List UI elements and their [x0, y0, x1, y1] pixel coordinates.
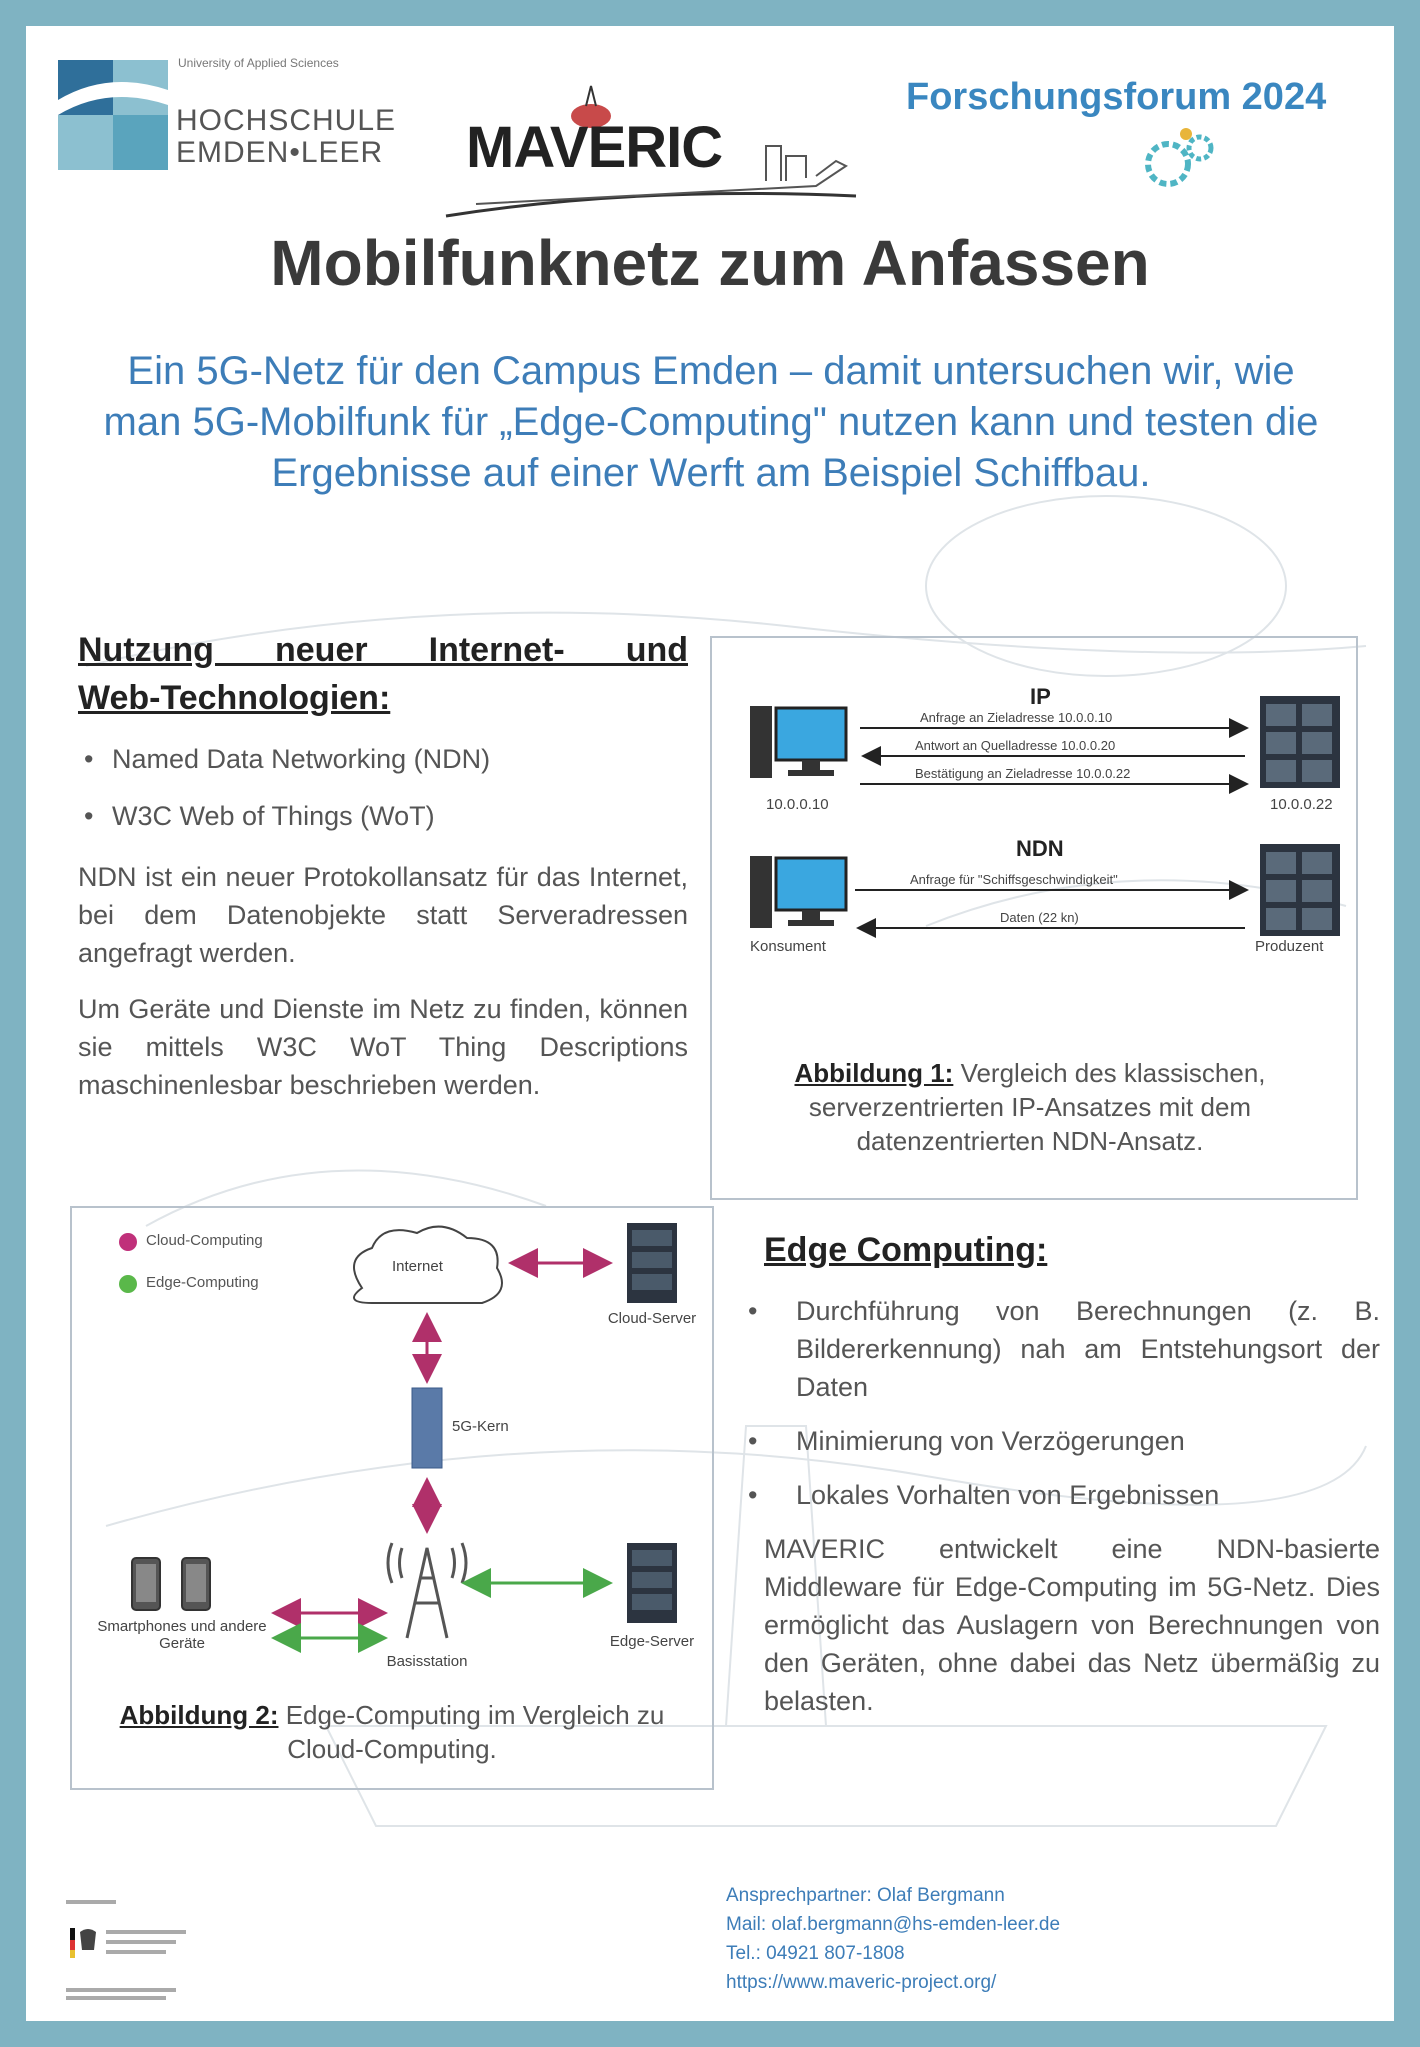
university-logo	[58, 54, 397, 174]
ndn-heading-line2: Web-Technologien:	[78, 679, 391, 717]
university-name-line2: EMDEN•LEER	[176, 136, 384, 169]
page-subtitle: Ein 5G-Netz für den Campus Emden – damit untersuchen wir, wie man 5G-Mobilfunk für „Edge-Computing" nutzen kann und testen die Ergebnisse auf einer Werft am Beispiel Schiffbau.	[103, 349, 1319, 495]
list-item: • Named Data Networking (NDN)	[78, 744, 688, 775]
contact-mail-link[interactable]: Mail: olaf.bergmann@hs-emden-leer.de	[726, 1914, 1061, 1935]
figure-2-caption-label: Abbildung 2:	[119, 1700, 279, 1730]
university-logo-icon	[58, 60, 168, 170]
legend-edge-label: Edge-Computing	[146, 1274, 259, 1291]
university-subtitle: University of Applied Sciences	[178, 56, 339, 70]
smartphone-icon	[132, 1558, 210, 1610]
legend-cloud-dot	[119, 1233, 137, 1251]
cloud-server-label: Cloud-Server	[607, 1310, 697, 1327]
figure-1-caption	[730, 1056, 1330, 1158]
edge-paragraph: MAVERIC entwickelt eine NDN-basierte Middleware für Edge-Computing im 5G-Netz. Dies ermöglicht das Auslagern von Berechnungen von den Geräten, ohne dabei das Netz übermäßig zu belasten.	[764, 1534, 1380, 1716]
ip-label: IP	[1030, 684, 1051, 709]
contact-block	[726, 1881, 1346, 1997]
core-network-icon	[412, 1388, 442, 1468]
edge-heading: Edge Computing:	[764, 1231, 1048, 1269]
figure-2-caption	[102, 1698, 682, 1766]
antenna-tower-icon	[388, 1543, 466, 1638]
university-name-line1: HOCHSCHULE	[176, 104, 397, 137]
edge-computing-section	[740, 1226, 1380, 1720]
computer-icon	[750, 706, 846, 778]
ndn-section	[78, 626, 688, 1122]
cloud-server-icon	[627, 1223, 677, 1303]
ndn-arrow-label-2: Daten (22 kn)	[1000, 910, 1079, 925]
ip-arrow-label-2: Antwort an Quelladresse 10.0.0.20	[915, 738, 1116, 753]
ip-arrow-label-3: Bestätigung an Zieladresse 10.0.0.22	[915, 766, 1131, 781]
figure-1-caption-label: Abbildung 1:	[794, 1058, 954, 1088]
ndn-label: NDN	[1016, 836, 1064, 861]
list-item: • Durchführung von Berechnungen (z. B. Bildererkennung) nah am Entstehungsort der Daten	[740, 1292, 1380, 1406]
maveric-logo	[436, 66, 876, 236]
internet-label: Internet	[392, 1258, 443, 1275]
edge-server-icon	[627, 1543, 677, 1623]
ndn-client-label: Konsument	[750, 938, 826, 955]
server-icon	[1260, 844, 1340, 936]
maveric-logo-text: MAVERIC	[466, 115, 723, 180]
ndn-bullet-list	[78, 744, 688, 832]
ip-arrow-label-1: Anfrage an Zieladresse 10.0.0.10	[920, 710, 1113, 725]
figure-2	[70, 1206, 714, 1790]
edge-server-label: Edge-Server	[609, 1633, 695, 1650]
list-item: • Lokales Vorhalten von Ergebnissen	[740, 1476, 1380, 1514]
contact-person: Ansprechpartner: Olaf Bergmann	[726, 1885, 1005, 1906]
funding-logo	[66, 1896, 206, 2006]
figure-1-caption-text: Vergleich des klassischen, serverzentrierten IP-Ansatzes mit dem datenzentrierten NDN-Ansatz.	[808, 1058, 1266, 1156]
legend-cloud-label: Cloud-Computing	[146, 1232, 263, 1249]
legend-edge-dot	[119, 1275, 137, 1293]
federal-eagle-icon	[66, 1896, 206, 2006]
list-item: • Minimierung von Verzögerungen	[740, 1422, 1380, 1460]
poster	[26, 26, 1394, 2021]
list-item: • W3C Web of Things (WoT)	[78, 801, 688, 832]
basestation-label: Basisstation	[386, 1653, 468, 1670]
ndn-paragraph-2: Um Geräte und Dienste im Netz zu finden, können sie mittels W3C WoT Thing Descriptions maschinenlesbar beschrieben werden.	[78, 994, 688, 1100]
page-title: Mobilfunknetz zum Anfassen	[270, 227, 1150, 299]
computer-icon	[750, 856, 846, 928]
server-icon	[1260, 696, 1340, 788]
devices-label: Smartphones und andere Geräte	[97, 1618, 267, 1652]
gear-icon	[1136, 126, 1226, 206]
ndn-paragraph-1: NDN ist ein neuer Protokollansatz für das Internet, bei dem Datenobjekte statt Serveradressen angefragt werden.	[78, 862, 688, 968]
core-network-label: 5G-Kern	[452, 1418, 509, 1435]
ip-server-label: 10.0.0.22	[1270, 796, 1333, 813]
ndn-server-label: Produzent	[1255, 938, 1324, 955]
ndn-arrow-label-1: Anfrage für "Schiffsgeschwindigkeit"	[910, 872, 1118, 887]
ndn-heading-line1: Nutzung neuer Internet- und	[78, 631, 688, 669]
edge-bullet-list	[740, 1292, 1380, 1514]
contact-website-link[interactable]: https://www.maveric-project.org/	[726, 1972, 997, 1993]
figure-2-caption-text: Edge-Computing im Vergleich zu Cloud-Computing.	[278, 1700, 665, 1764]
figure-1	[710, 636, 1360, 1196]
contact-phone: Tel.: 04921 807-1808	[726, 1943, 905, 1964]
event-title: Forschungsforum 2024	[906, 76, 1327, 118]
ip-client-label: 10.0.0.10	[766, 796, 829, 813]
event-logo	[906, 76, 1366, 206]
